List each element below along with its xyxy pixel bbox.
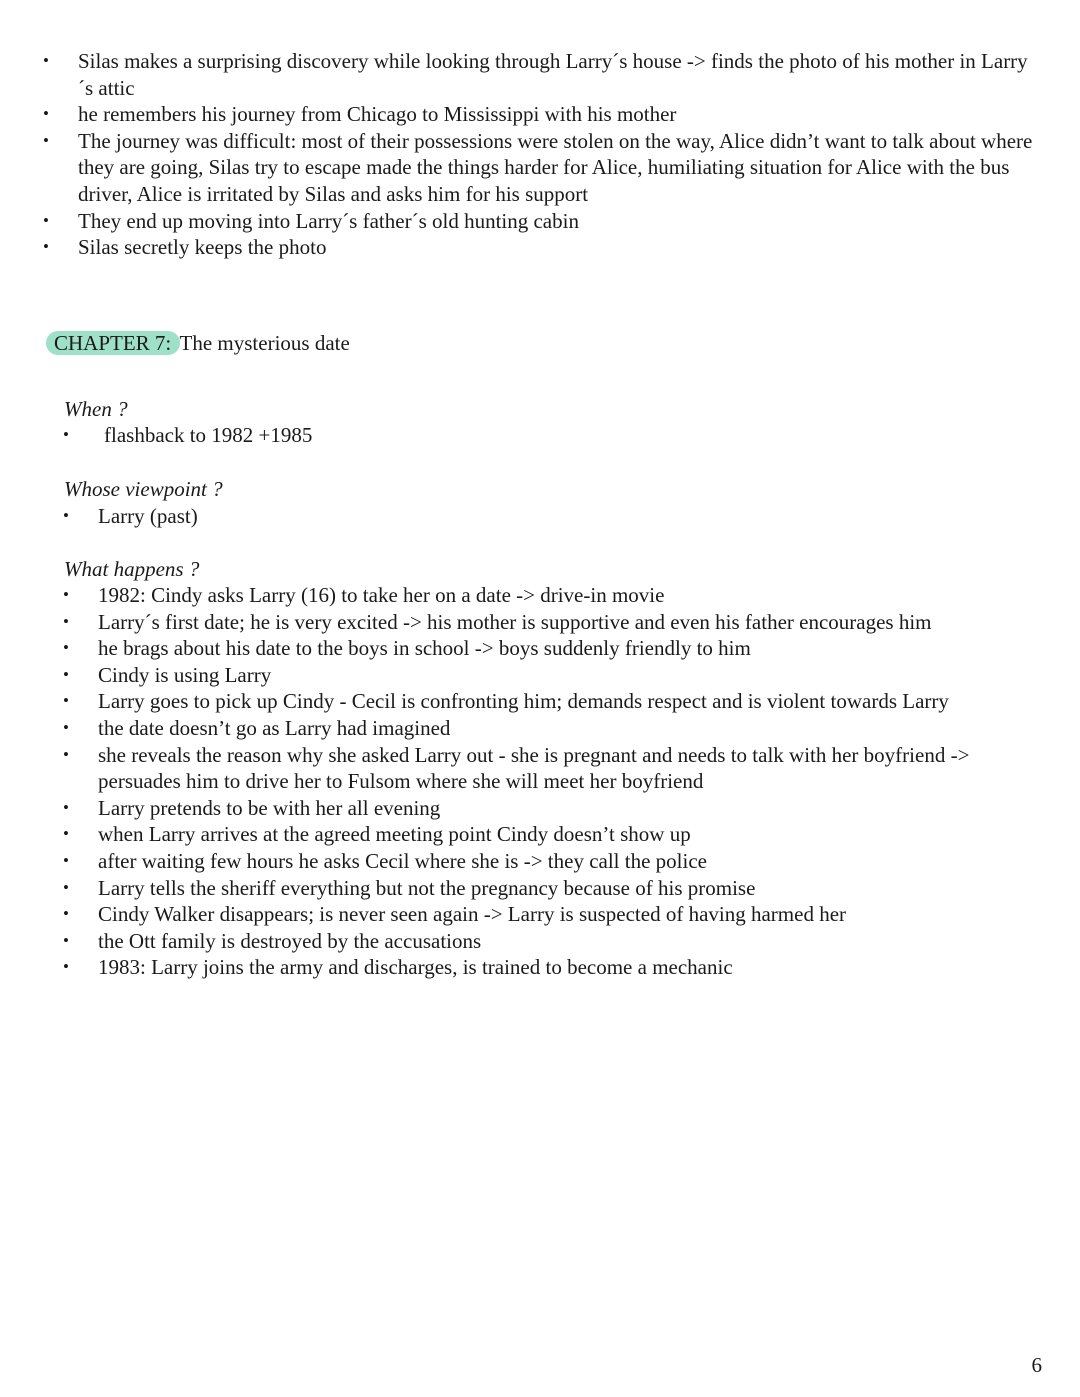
list-item: • she reveals the reason why she asked Larry out - she is pregnant and needs to talk with her boyfriend -> persuades him to drive her to Fulsom where she will meet her boyfriend xyxy=(98,742,1038,795)
list-item: • flashback to 1982 +1985 xyxy=(104,422,1004,449)
list-item: • Larry pretends to be with her all evening xyxy=(98,795,1038,822)
viewpoint-bullet-list xyxy=(98,503,998,530)
list-item: • Silas makes a surprising discovery while looking through Larry´s house -> finds the photo of his mother in Larry´s attic xyxy=(78,48,1038,101)
list-item: • Cindy Walker disappears; is never seen again -> Larry is suspected of having harmed her xyxy=(98,901,1038,928)
list-item: • Larry (past) xyxy=(98,503,998,530)
list-item: • he brags about his date to the boys in school -> boys suddenly friendly to him xyxy=(98,635,1038,662)
list-item: • They end up moving into Larry´s father´s old hunting cabin xyxy=(78,208,1038,235)
chapter-title: The mysterious date xyxy=(179,331,350,355)
chapter-label-highlight: CHAPTER 7: xyxy=(46,331,180,355)
list-item: • after waiting few hours he asks Cecil where she is -> they call the police xyxy=(98,848,1038,875)
list-item: • Larry´s first date; he is very excited -> his mother is supportive and even his father encourages him xyxy=(98,609,1038,636)
summary-bullet-list xyxy=(78,48,1038,261)
list-item: • 1982: Cindy asks Larry (16) to take her on a date -> drive-in movie xyxy=(98,582,1038,609)
list-item: • Cindy is using Larry xyxy=(98,662,1038,689)
list-item: • the date doesn’t go as Larry had imagined xyxy=(98,715,1038,742)
list-item: • when Larry arrives at the agreed meeting point Cindy doesn’t show up xyxy=(98,821,1038,848)
list-item: • Larry tells the sheriff everything but not the pregnancy because of his promise xyxy=(98,875,1038,902)
chapter-heading xyxy=(46,330,350,357)
when-bullet-list xyxy=(104,422,1004,449)
list-item: • The journey was difficult: most of their possessions were stolen on the way, Alice didn’t want to talk about where they are going, Silas try to escape made the things harder for Alice, humiliating situation for Alice with the bus driver, Alice is irritated by Silas and asks him for his support xyxy=(78,128,1038,208)
list-item: • Larry goes to pick up Cindy - Cecil is confronting him; demands respect and is violent towards Larry xyxy=(98,688,1038,715)
section-title-viewpoint: Whose viewpoint ? xyxy=(64,477,223,501)
list-item: • he remembers his journey from Chicago to Mississippi with his mother xyxy=(78,101,1038,128)
list-item: • 1983: Larry joins the army and discharges, is trained to become a mechanic xyxy=(98,954,1038,981)
section-title-what-happens: What happens ? xyxy=(64,557,200,581)
list-item: • the Ott family is destroyed by the accusations xyxy=(98,928,1038,955)
page-number: 6 xyxy=(1031,1353,1042,1377)
list-item: • Silas secretly keeps the photo xyxy=(78,234,1038,261)
section-title-when: When ? xyxy=(64,397,128,421)
what-happens-bullet-list xyxy=(98,582,1038,981)
